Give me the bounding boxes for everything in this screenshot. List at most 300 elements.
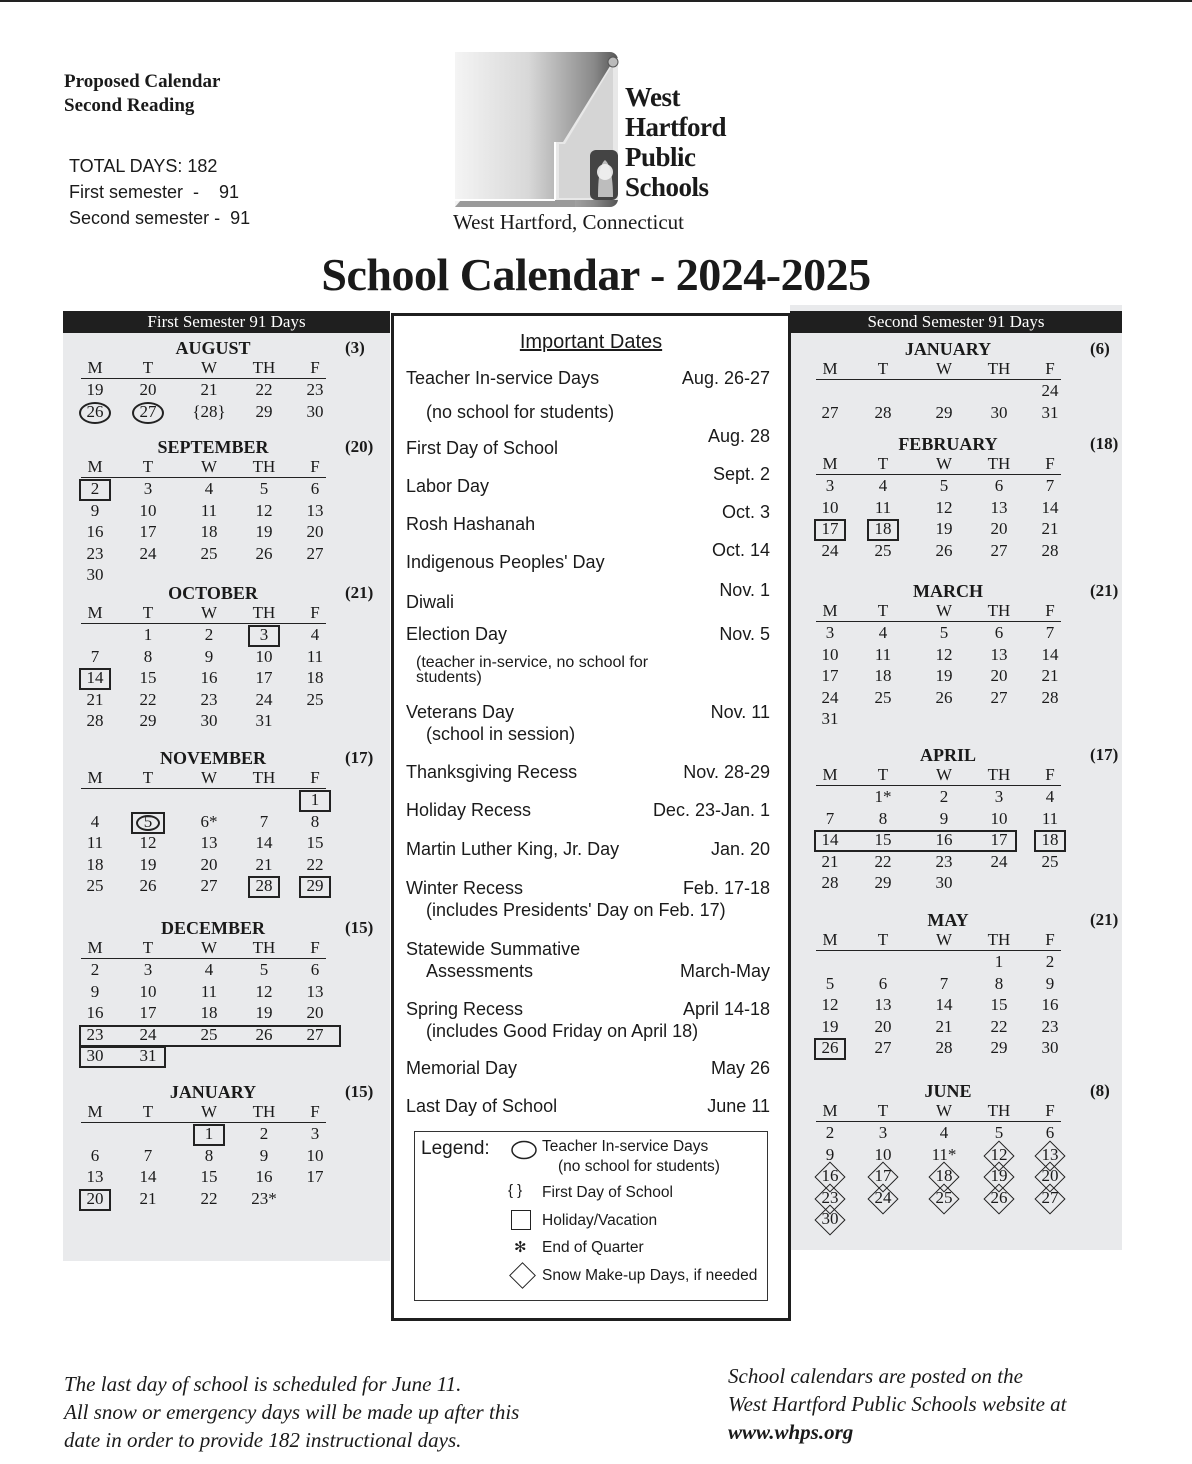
calendar-day: 12	[821, 995, 839, 1014]
weekday-label: W	[200, 603, 218, 622]
calendar-day: 14	[139, 1167, 157, 1186]
calendar-day: 19	[935, 666, 953, 685]
weekday-label: F	[310, 358, 320, 377]
event-date: Nov. 1	[719, 580, 770, 600]
month-name: APRIL	[919, 745, 976, 765]
event-label: Veterans Day	[406, 702, 515, 722]
weekday-label: T	[877, 930, 889, 949]
weekday-label: M	[822, 359, 838, 378]
calendar-day: 17	[306, 1167, 324, 1186]
weekday-label: T	[877, 1101, 889, 1120]
calendar-day: 22	[990, 1016, 1008, 1036]
month-day-count: (3)	[345, 338, 365, 357]
weekday-label: T	[142, 768, 154, 787]
event-note: (includes Good Friday on April 18)	[426, 1021, 699, 1041]
calendar-day: 4	[878, 476, 888, 495]
weekday-label: TH	[987, 930, 1011, 949]
weekday-label: TH	[252, 938, 276, 957]
website-link[interactable]: www.whps.org	[728, 1420, 854, 1444]
calendar-day: 26	[139, 876, 157, 895]
calendar-day: 28	[821, 873, 839, 892]
weekday-header	[816, 930, 1061, 951]
calendar-day: 24	[139, 543, 157, 563]
calendar-day: 2	[1045, 952, 1055, 971]
calendar-day: 29	[990, 1038, 1008, 1057]
calendar-day: 23	[306, 380, 324, 399]
calendar-day: 17	[139, 1003, 157, 1022]
calendar-day: 24	[990, 851, 1008, 871]
footer-website-line-1: School calendars are posted on the	[728, 1364, 1023, 1388]
event-label: Last Day of School	[406, 1096, 558, 1116]
calendar-day: 16	[1041, 995, 1059, 1014]
calendar-day: 24	[821, 687, 839, 707]
calendar-day: 21	[255, 854, 273, 874]
calendar-day: 25	[1041, 851, 1059, 871]
calendar-day: 21	[86, 689, 104, 709]
event-note: students)	[416, 669, 482, 686]
calendar-day: 21	[200, 380, 218, 399]
calendar-day: 6*	[200, 811, 218, 831]
month-day-count: (21)	[1090, 581, 1119, 600]
event-label: Labor Day	[406, 476, 490, 496]
calendar-day: 29	[255, 401, 273, 421]
calendar-day: 17	[821, 519, 839, 538]
footer-note-line-2: All snow or emergency days will be made up after this	[64, 1400, 520, 1424]
calendar-day: 19	[935, 519, 953, 538]
calendar-day: 16	[86, 1003, 104, 1022]
calendar-day: 15	[990, 995, 1008, 1014]
calendar-day: 10	[255, 646, 273, 666]
holiday-box-icon	[193, 1124, 225, 1146]
calendar-day: 2	[939, 787, 949, 806]
calendar-day: 20	[990, 519, 1008, 538]
logo-word-west: West	[625, 82, 680, 112]
calendar-day: 6	[90, 1145, 100, 1165]
calendar-day: 18	[86, 854, 104, 874]
weekday-label: TH	[252, 457, 276, 476]
total-days: TOTAL DAYS: 182	[69, 156, 218, 176]
month-name: FEBRUARY	[898, 434, 998, 454]
weekday-label: F	[310, 1102, 320, 1121]
weekday-label: T	[877, 765, 889, 784]
weekday-label: F	[1045, 601, 1055, 620]
second-semester-header: Second Semester 91 Days	[790, 311, 1122, 333]
calendar-day: 20	[139, 380, 157, 399]
month-name: JANUARY	[169, 1082, 257, 1102]
weekday-label: F	[1045, 1101, 1055, 1120]
calendar-day: 23	[821, 1187, 839, 1207]
weekday-label: T	[142, 603, 154, 622]
calendar-day: 24	[821, 540, 839, 560]
calendar-day: 6	[1045, 1123, 1055, 1142]
weekday-label: M	[87, 457, 103, 476]
calendar-day: 22	[255, 380, 273, 399]
calendar-day: 3	[825, 476, 835, 495]
calendar-day: 23*	[251, 1188, 277, 1208]
calendar-day: 8	[878, 808, 888, 828]
calendar-day: 13	[86, 1167, 104, 1186]
event-date: Feb. 17-18	[682, 878, 770, 898]
calendar-day: 10	[139, 981, 157, 1001]
calendar-day: 9	[90, 500, 100, 520]
calendar-day: 13	[306, 981, 324, 1001]
calendar-day: 27	[874, 1038, 892, 1057]
calendar-day: 28	[86, 711, 104, 730]
weekday-header	[816, 1101, 1061, 1122]
weekday-label: M	[822, 454, 838, 473]
calendar-day: 19	[990, 1166, 1008, 1185]
event-label: Teacher In-service Days	[406, 368, 600, 388]
calendar-day: 3	[143, 960, 153, 979]
calendar-day: 16	[821, 1166, 839, 1185]
calendar-day: 14	[935, 995, 953, 1014]
weekday-label: TH	[987, 359, 1011, 378]
calendar-day: 1	[994, 952, 1004, 971]
calendar-day: 14	[255, 833, 273, 852]
calendar-day: 3	[994, 787, 1004, 806]
weekday-label: W	[935, 765, 953, 784]
calendar-day: 30	[821, 1209, 839, 1228]
calendar-day: 4	[90, 811, 100, 831]
calendar-day: 19	[255, 522, 273, 541]
calendar-day: 25	[200, 1024, 218, 1044]
logo-word-hartford: Hartford	[625, 112, 726, 142]
calendar-day: 25	[874, 540, 892, 560]
calendar-day: 29	[874, 873, 892, 892]
calendar-day: 30	[1041, 1038, 1059, 1057]
calendar-day: 28	[1041, 540, 1059, 560]
calendar-day: 10	[821, 497, 839, 517]
square-icon	[511, 1210, 531, 1230]
event-date: May 26	[710, 1058, 770, 1078]
month-day-count: (6)	[1090, 339, 1110, 358]
calendar-day: 27	[139, 401, 157, 421]
calendar-day: 30	[86, 1046, 104, 1065]
weekday-label: T	[877, 454, 889, 473]
calendar-day: 25	[306, 689, 324, 709]
calendar-day: 15	[874, 830, 892, 849]
weekday-label: M	[822, 765, 838, 784]
calendar-day: 11	[200, 981, 218, 1001]
month-day-count: (21)	[345, 583, 374, 602]
calendar-day: 19	[821, 1016, 839, 1036]
weekday-label: TH	[252, 1102, 276, 1121]
calendar-day: 6	[310, 479, 320, 498]
calendar-day: 23	[86, 543, 104, 563]
logo-word-schools: Schools	[625, 172, 709, 202]
calendar-day: 4	[939, 1123, 949, 1142]
calendar-day: 7	[1045, 476, 1055, 495]
calendar-day: 29	[306, 876, 324, 895]
calendar-day: 13	[306, 500, 324, 520]
weekday-label: M	[87, 603, 103, 622]
weekday-label: W	[935, 601, 953, 620]
calendar-day: 9	[939, 808, 949, 828]
event-date: Jan. 20	[710, 839, 770, 859]
event-label: Thanksgiving Recess	[406, 762, 578, 782]
weekday-header	[816, 454, 1061, 475]
calendar-day: 7	[825, 808, 835, 828]
calendar-day: 31	[1041, 402, 1059, 422]
footer-note	[64, 1370, 519, 1454]
calendar-day: 6	[994, 476, 1004, 495]
calendar-day: 12	[935, 644, 953, 664]
braces-icon: { }	[508, 1182, 523, 1199]
footer-note-line-3: date in order to provide 182 instructional days.	[64, 1428, 462, 1452]
calendar-day: 26	[86, 401, 104, 421]
month-day-count: (17)	[345, 748, 374, 767]
event-date: Dec. 23-Jan. 1	[652, 800, 770, 820]
month-name: JANUARY	[904, 339, 992, 359]
calendar-day: 26	[255, 1024, 273, 1044]
holiday-box-icon	[814, 519, 846, 541]
calendar-day: 12	[990, 1144, 1008, 1164]
calendar-day: 2	[204, 625, 214, 644]
holiday-box-icon	[79, 479, 111, 501]
asterisk-icon: ✻	[514, 1239, 527, 1256]
weekday-label: W	[200, 1102, 218, 1121]
calendar-day: 8	[994, 973, 1004, 993]
calendar-day: 15	[200, 1167, 218, 1186]
proposed-line-1: Proposed Calendar	[64, 71, 221, 92]
event-date: March-May	[679, 961, 770, 981]
calendar-day: 19	[255, 1003, 273, 1022]
calendar-day: 9	[90, 981, 100, 1001]
calendar-day: 19	[86, 380, 104, 399]
calendar-day: 31	[255, 711, 273, 730]
calendar-day: 2	[259, 1124, 269, 1143]
district-logo	[455, 52, 725, 212]
calendar-day: 18	[874, 519, 892, 538]
calendar-day: 17	[821, 666, 839, 685]
calendar-day: 14	[86, 668, 104, 687]
calendar-day: 9	[1045, 973, 1055, 993]
calendar-day: 7	[143, 1145, 153, 1165]
calendar-day: 7	[259, 811, 269, 831]
holiday-box-icon	[867, 519, 899, 541]
month-day-count: (18)	[1090, 434, 1119, 453]
calendar-day: 2	[825, 1123, 835, 1142]
event-label: Statewide Summative	[406, 939, 581, 959]
event-date: Sept. 2	[712, 464, 770, 484]
calendar-day: 13	[990, 497, 1008, 517]
calendar-day: 8	[204, 1145, 214, 1165]
calendar-day: 24	[139, 1024, 157, 1044]
event-date: Aug. 28	[707, 426, 770, 446]
calendar-day: 3	[310, 1124, 320, 1143]
calendar-day: 11	[1041, 808, 1059, 828]
event-label: Diwali	[406, 592, 455, 612]
weekday-label: W	[200, 938, 218, 957]
proposed-label	[64, 70, 220, 118]
month-name: OCTOBER	[168, 583, 258, 603]
calendar-day: 21	[935, 1016, 953, 1036]
weekday-label: T	[142, 358, 154, 377]
calendar-day: 5	[939, 623, 949, 642]
first-semester-panel	[63, 311, 390, 1261]
calendar-day: 10	[874, 1144, 892, 1164]
event-label: Holiday Recess	[406, 800, 532, 820]
weekday-label: TH	[252, 603, 276, 622]
weekday-label: M	[822, 601, 838, 620]
calendar-day: 11	[874, 644, 892, 664]
calendar-day: 4	[310, 625, 320, 644]
legend-title: Legend:	[421, 1138, 490, 1159]
calendar-day: 13	[990, 644, 1008, 664]
event-date: Nov. 5	[719, 624, 770, 644]
calendar-day: 6	[310, 960, 320, 979]
calendar-day: 25	[935, 1187, 953, 1207]
weekday-label: M	[87, 358, 103, 377]
calendar-day: 9	[825, 1144, 835, 1164]
logo-wordmark	[625, 82, 726, 202]
calendar-day: 11	[200, 500, 218, 520]
calendar-day: 28	[255, 876, 273, 895]
weekday-label: TH	[987, 454, 1011, 473]
second-semester-total: Second semester - 91	[69, 208, 251, 228]
calendar-day: 27	[990, 540, 1008, 560]
event-note: Assessments	[426, 961, 534, 981]
holiday-box-icon	[79, 668, 111, 690]
calendar-day: 21	[821, 851, 839, 871]
event-label: Election Day	[406, 624, 508, 644]
calendar-day: 14	[821, 830, 839, 849]
holiday-box-icon	[299, 876, 331, 898]
footer-website-line-2: West Hartford Public Schools website at	[728, 1392, 1067, 1416]
event-date: Aug. 26-27	[681, 368, 770, 388]
calendar-day: 4	[204, 479, 214, 498]
weekday-label: T	[142, 1102, 154, 1121]
calendar-day: 15	[306, 833, 324, 852]
calendar-day: 1*	[874, 787, 892, 806]
weekday-header	[81, 457, 326, 478]
month-day-count: (15)	[345, 1082, 374, 1101]
calendar-day: 30	[200, 711, 218, 730]
calendar-day: 5	[994, 1123, 1004, 1142]
calendar-day: 5	[259, 479, 269, 498]
event-date: Nov. 28-29	[683, 762, 770, 782]
calendar-day: 19	[139, 854, 157, 874]
weekday-label: F	[310, 768, 320, 787]
event-date: April 14-18	[682, 999, 770, 1019]
calendar-day: 11	[86, 833, 104, 852]
calendar-day: 7	[1045, 623, 1055, 642]
calendar-day: 20	[874, 1016, 892, 1036]
event-label: Indigenous Peoples' Day	[406, 552, 605, 572]
calendar-day: 6	[994, 623, 1004, 642]
calendar-day: 27	[1041, 1187, 1059, 1207]
calendar-day: 14	[1041, 644, 1059, 664]
calendar-day: 10	[821, 644, 839, 664]
month-name: AUGUST	[175, 338, 251, 358]
legend-sub-inservice: (no school for students)	[558, 1158, 720, 1175]
weekday-label: W	[935, 454, 953, 473]
calendar-day: 5	[825, 973, 835, 993]
calendar-day: 18	[306, 668, 324, 687]
calendar-day: 16	[255, 1167, 273, 1186]
calendar-day: 31	[139, 1046, 157, 1065]
month-name: NOVEMBER	[159, 748, 266, 768]
calendar-day: 12	[139, 833, 157, 852]
calendar-day: 27	[990, 687, 1008, 707]
weekday-label: M	[822, 1101, 838, 1120]
day-totals	[69, 153, 250, 231]
calendar-day: 24	[874, 1187, 892, 1207]
calendar-day: 30	[86, 565, 104, 584]
first-semester-total: First semester - 91	[69, 182, 240, 202]
weekday-header	[81, 938, 326, 959]
event-label: First Day of School	[406, 438, 559, 458]
calendar-day: {28}	[192, 401, 226, 421]
weekday-label: TH	[252, 358, 276, 377]
calendar-day: 1	[310, 790, 320, 809]
weekday-label: F	[1045, 359, 1055, 378]
calendar-day: 30	[306, 401, 324, 421]
calendar-day: 3	[878, 1123, 888, 1142]
calendar-day: 10	[990, 808, 1008, 828]
calendar-day: 3	[143, 479, 153, 498]
event-date: June 11	[707, 1096, 770, 1116]
holiday-box-icon	[131, 812, 165, 834]
calendar-day: 18	[1041, 830, 1059, 849]
important-dates-title: Important Dates	[519, 331, 663, 353]
legend-label-holiday: Holiday/Vacation	[542, 1212, 658, 1229]
holiday-range-box-icon	[814, 830, 1017, 852]
logo-word-public: Public	[625, 142, 696, 172]
weekday-label: TH	[987, 601, 1011, 620]
holiday-range-box-icon	[79, 1025, 341, 1047]
calendar-day: 10	[139, 500, 157, 520]
calendar-day: 3	[825, 623, 835, 642]
circle-icon	[510, 1140, 538, 1160]
calendar-day: 23	[935, 851, 953, 871]
calendar-day: 16	[935, 830, 953, 849]
inservice-circle-icon	[132, 402, 164, 424]
event-date: Nov. 11	[710, 702, 770, 722]
calendar-day: 27	[821, 402, 839, 422]
calendar-day: 16	[86, 522, 104, 541]
calendar-day: 20	[200, 854, 218, 874]
holiday-box-icon	[79, 1189, 111, 1211]
calendar-day: 12	[255, 981, 273, 1001]
weekday-header	[81, 603, 326, 624]
weekday-label: T	[877, 359, 889, 378]
event-note: (includes Presidents' Day on Feb. 17)	[426, 900, 726, 920]
calendar-day: 11*	[931, 1144, 957, 1164]
footer-website-note	[728, 1362, 1067, 1446]
calendar-day: 20	[86, 1188, 104, 1208]
calendar-day: 8	[310, 811, 320, 831]
month-day-count: (20)	[345, 437, 374, 456]
calendar-day: 5	[259, 960, 269, 979]
calendar-day: 25	[874, 687, 892, 707]
calendar-day: 4	[878, 623, 888, 642]
calendar-day: 9	[259, 1145, 269, 1165]
calendar-day: 28	[1041, 687, 1059, 707]
weekday-label: TH	[252, 768, 276, 787]
holiday-box-icon	[248, 625, 280, 647]
calendar-day: 2	[90, 960, 100, 979]
calendar-day: 17	[255, 668, 273, 687]
calendar-day: 22	[139, 689, 157, 709]
calendar-day: 18	[200, 522, 218, 541]
holiday-range-box-icon	[79, 1046, 166, 1068]
calendar-day: 26	[821, 1038, 839, 1057]
weekday-label: T	[142, 457, 154, 476]
event-label: Rosh Hashanah	[406, 514, 536, 534]
calendar-day: 21	[1041, 519, 1059, 538]
weekday-label: F	[310, 938, 320, 957]
